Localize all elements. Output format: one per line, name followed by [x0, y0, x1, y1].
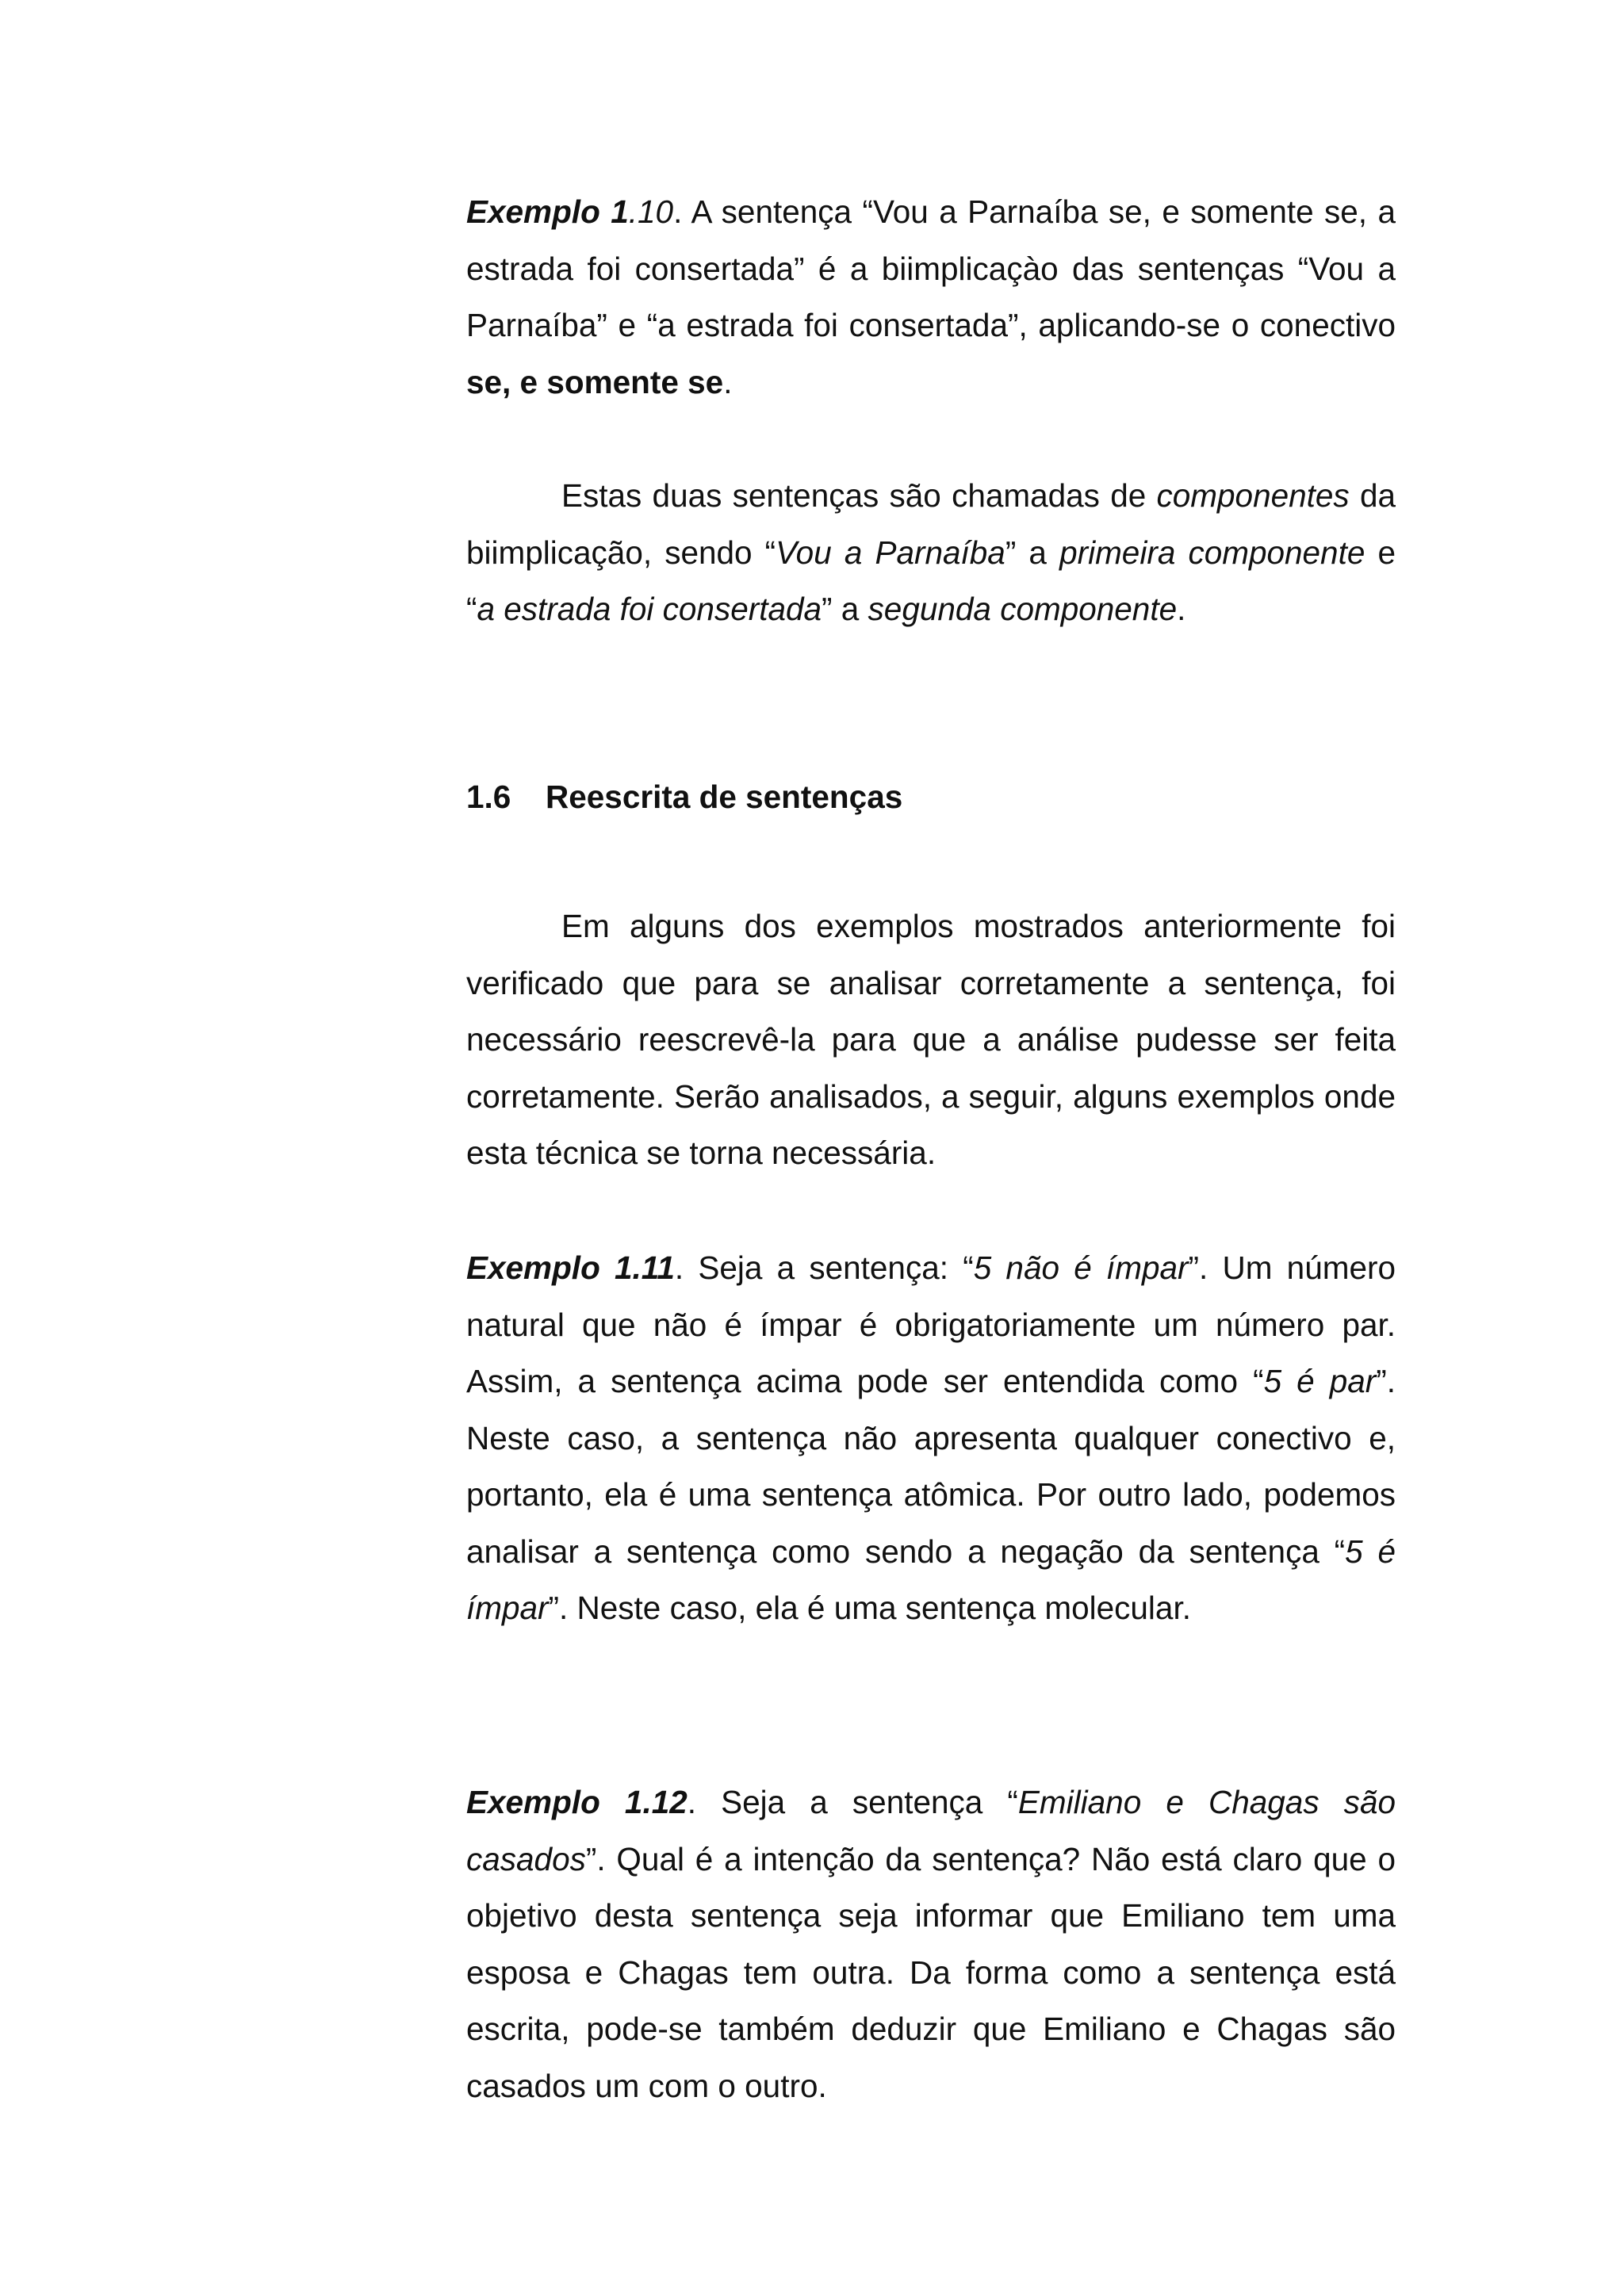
- components-paragraph: [466, 468, 1396, 638]
- components-text-3: ” a: [1005, 534, 1060, 571]
- example-1-11-text-1: . Seja a sentença: “: [674, 1249, 974, 1286]
- example-1-11-italic-1: 5 não é ímpar: [973, 1249, 1189, 1286]
- components-italic-2: Vou a Parnaíba: [776, 534, 1005, 571]
- components-italic-3: primeira componente: [1059, 534, 1365, 571]
- example-1-11-text-4: ”. Neste caso, ela é uma sentença molecular.: [548, 1590, 1191, 1626]
- components-text-2: da biimplicação, sendo “: [466, 477, 1396, 571]
- example-1-11-text-2: ”. Um número natural que não é ímpar é obrigatoriamente um número par. Assim, a sentença acima pode ser entendida como “: [466, 1249, 1396, 1399]
- intro-text: Em alguns dos exemplos mostrados anteriormente foi verificado que para se analisar corretamente a sentença, foi necessário reescrevê-la para que a análise pudesse ser feita corretamente. Serão analisados, a seguir, alguns exemplos onde esta técnica se torna necessária.: [466, 908, 1396, 1171]
- example-1-11-paragraph: [466, 1240, 1396, 1637]
- example-1-12-label: Exemplo 1.12: [466, 1784, 688, 1820]
- example-1-12-text-2: ”. Qual é a intenção da sentença? Não está claro que o objetivo desta sentença seja informar que Emiliano tem uma esposa e Chagas tem outra. Da forma como a sentença está escrita, pode-se também deduzir que Emiliano e Chagas são casados um com o outro.: [466, 1840, 1396, 2104]
- example-1-10-text: . A sentença “Vou a Parnaíba se, e somente se, a estrada foi consertada” é a biimplicaçào das sentenças “Vou a Parnaíba” e “a estrada foi consertada”, aplicando-se o conectivo: [466, 193, 1396, 343]
- example-1-11-italic-3: 5 é ímpar: [466, 1533, 1396, 1626]
- section-number: 1.6: [466, 779, 511, 815]
- example-1-10-paragraph: [466, 184, 1396, 411]
- example-1-10-end: .: [723, 363, 733, 400]
- example-1-11-label: Exemplo 1.11: [466, 1249, 675, 1286]
- components-text-1: Estas duas sentenças são chamadas de: [561, 477, 1157, 514]
- example-1-10-label-number: .10: [628, 193, 674, 230]
- components-text-6: .: [1177, 591, 1186, 627]
- example-1-11-italic-2: 5 é par: [1263, 1363, 1377, 1399]
- example-1-12-italic-1: Emiliano e Chagas são casados: [466, 1784, 1396, 1877]
- components-italic-1: componentes: [1156, 477, 1350, 514]
- components-text-4: e “: [466, 534, 1396, 627]
- example-1-10-label: Exemplo 1: [466, 193, 629, 230]
- intro-paragraph: [466, 898, 1396, 1182]
- example-1-12-paragraph: [466, 1774, 1396, 2114]
- components-italic-5: segunda componente: [868, 591, 1178, 627]
- connective-bold: se, e somente se: [466, 363, 724, 400]
- example-1-11-text-3: ”. Neste caso, a sentença não apresenta qualquer conectivo e, portanto, ela é uma sentença atômica. Por outro lado, podemos analisar a sentença como sendo a negação da sentença “: [466, 1363, 1396, 1570]
- section-title: Reescrita de sentenças: [546, 779, 903, 815]
- components-italic-4: a estrada foi consertada: [477, 591, 822, 627]
- example-1-12-text-1: . Seja a sentença “: [687, 1784, 1018, 1820]
- components-text-5: ” a: [822, 591, 868, 627]
- section-heading: [466, 769, 1396, 826]
